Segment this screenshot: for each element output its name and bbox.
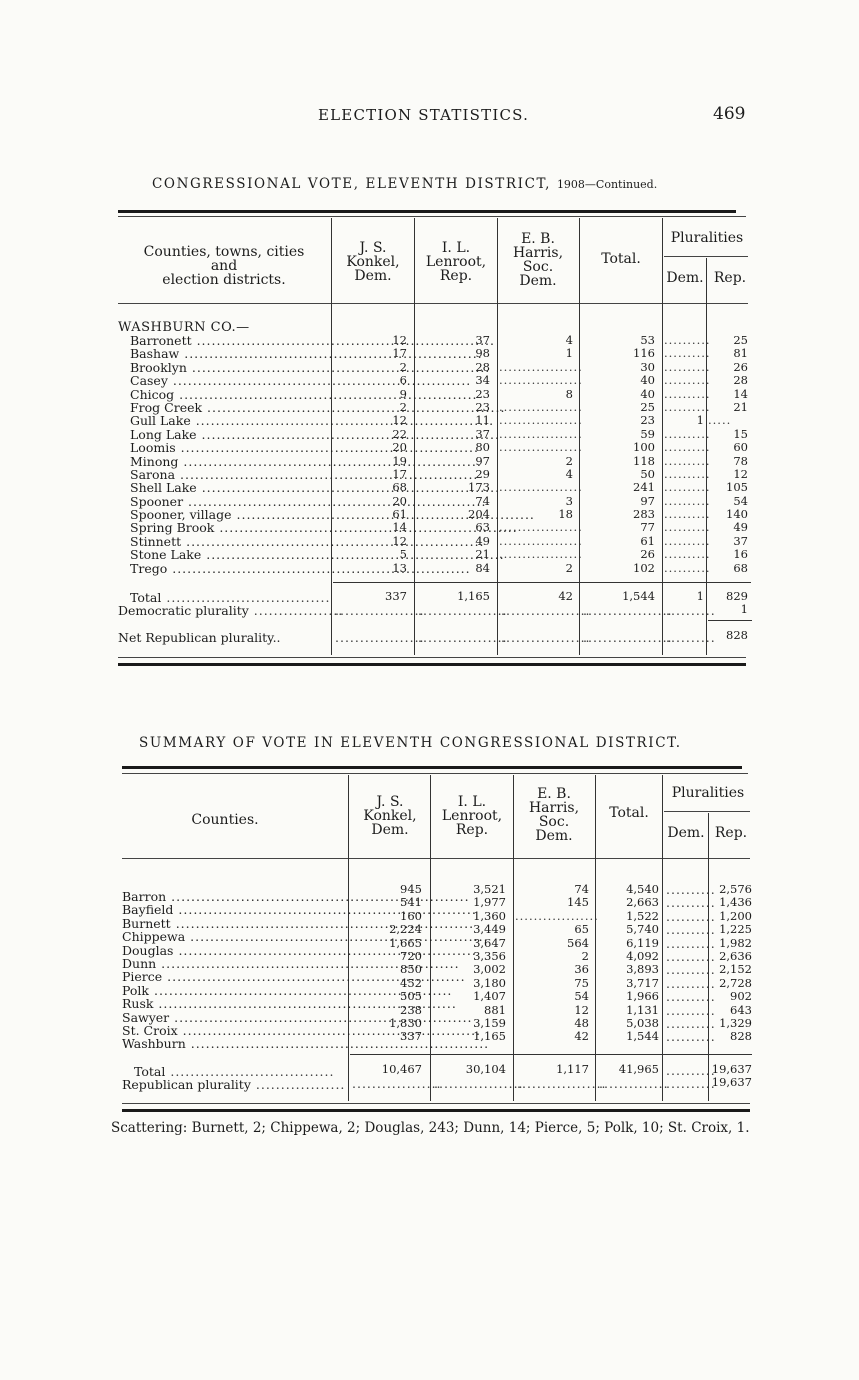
table2-dem-cell: ..........: [666, 895, 716, 911]
table1-dem-cell: ..........: [664, 560, 711, 575]
table1-konkel-cell: 5: [399, 547, 407, 562]
table1-lenroot-cell: 98: [475, 346, 490, 361]
table1-konkel-cell: 12: [392, 413, 407, 428]
table1-place-name: Frog Creek .....: [130, 401, 330, 414]
table1-total-column: [581, 334, 655, 575]
table2-rep-cell: 2,576: [719, 882, 752, 896]
table1-total-harris: 42: [558, 589, 573, 603]
table1-total-cell: 97: [640, 493, 655, 508]
table1-title-year: 1908—Continued.: [556, 178, 658, 191]
table1-lenroot-column: [416, 334, 490, 575]
table1-place-name: Sarona .....: [130, 468, 330, 481]
table2-lenroot-cell: 1,977: [473, 895, 506, 910]
table1-header-pluralities: Pluralities: [670, 230, 744, 246]
table1-bottom-rule: [118, 663, 746, 666]
table2-harris-column: [515, 882, 599, 1044]
table2-rep-plurality-label: Republican plurality ..................: [122, 1077, 346, 1092]
table2-konkel-cell: 238: [400, 1002, 422, 1017]
table2-total-rep: 19,637: [711, 1062, 752, 1076]
table2-total-cell: 1,966: [626, 989, 659, 1004]
table1-harris-cell: ..................: [499, 373, 583, 388]
table1-lenroot-cell: 97: [475, 453, 490, 468]
table1-net-rep-value: 828: [726, 628, 748, 642]
table2-konkel-cell: 1,665: [389, 935, 422, 950]
table2-harris-cell: 65: [574, 922, 589, 937]
table1-total-cell: 77: [640, 520, 655, 535]
table1-header-rule: [118, 303, 748, 304]
table2-lenroot-cell: 3,159: [473, 1015, 506, 1030]
table2-harris-cell: 75: [574, 975, 589, 990]
table2-total-cell: 3,893: [626, 962, 659, 977]
table1-place-name: Gull Lake .....: [130, 414, 330, 427]
table1-total-cell: 283: [633, 507, 655, 522]
table2-lenroot-column: [432, 883, 506, 1044]
table1-lenroot-cell: 37: [475, 333, 490, 347]
table1-total-cell: 100: [633, 440, 655, 455]
table2-rep-cell: 2,152: [719, 962, 752, 977]
table2-total-rule: [350, 1054, 752, 1055]
table2-total-cell: 4,540: [626, 882, 659, 896]
table2-total-label: Total .................................: [134, 1064, 335, 1079]
table1-total-konkel: 337: [385, 589, 407, 603]
table2-vline-3: [513, 775, 514, 1101]
table2-konkel-column: [350, 883, 422, 1044]
table2-header-rep: Rep.: [714, 825, 748, 841]
table1-rep-cell: 140: [726, 507, 748, 522]
table1-dem-cell: ..........: [664, 520, 711, 535]
table1-harris-cell: ..................: [499, 359, 583, 374]
table2-place-name: Burnett .....: [122, 917, 346, 930]
table1-place-name: Barronett .....: [130, 334, 330, 347]
table1-konkel-cell: 12: [392, 333, 407, 347]
table1-dem-cell: ..........: [664, 533, 711, 548]
table2-harris-cell: 145: [567, 895, 589, 910]
table1-harris-column: [499, 333, 583, 575]
table2-lenroot-cell: 3,180: [473, 975, 506, 990]
county-heading: WASHBURN CO.—: [118, 320, 250, 335]
table2-rep-cell: 828: [730, 1029, 752, 1044]
table1-lenroot-cell: 74: [475, 493, 490, 508]
table1-lenroot-cell: 37: [475, 426, 490, 441]
table1-rep-cell: 37: [733, 533, 748, 548]
table1-konkel-cell: 9: [399, 386, 407, 401]
table1-rep-cell: 28: [733, 373, 748, 388]
table2-lenroot-cell: 3,521: [473, 882, 506, 896]
table1-dem-cell: ..........: [664, 399, 711, 414]
table1-place-name: Spring Brook .....: [130, 521, 330, 534]
table2-total-cell: 5,038: [626, 1015, 659, 1030]
table1-dem-cell: ..........: [664, 440, 711, 455]
table1-title: CONGRESSIONAL VOTE, ELEVENTH DISTRICT, 1908—Continued.: [152, 176, 658, 192]
table2-total-konkel: 10,467: [381, 1062, 422, 1076]
table2-total-cell: 1,544: [626, 1029, 659, 1044]
table1-total-cell: 23: [640, 413, 655, 428]
page-number: 469: [713, 104, 746, 124]
table1-konkel-cell: 17: [392, 466, 407, 481]
table1-place-name: Trego .....: [130, 562, 330, 575]
table2-place-name: Sawyer .....: [122, 1011, 346, 1024]
table1-place-name: Stinnett .....: [130, 535, 330, 548]
table1-harris-cell: 8: [565, 386, 573, 401]
table1-harris-cell: 18: [558, 507, 573, 522]
table2-dem-cell: ..........: [666, 1015, 716, 1031]
table1-header-rep: Rep.: [713, 270, 747, 286]
table1-total-total: 1,544: [622, 589, 655, 603]
table2-dem-cell: ..........: [666, 948, 716, 964]
table2-rep-cell: 1,982: [719, 935, 752, 950]
table2-place-name: Bayfield .....: [122, 903, 346, 916]
table2-rep-cell: 643: [730, 1002, 752, 1017]
table1-dem-cell: ..........: [664, 493, 711, 508]
table2-dem-cell: ..........: [666, 1029, 716, 1045]
table2-header-lenroot: I. L. Lenroot, Rep.: [441, 794, 503, 838]
table1-dem-cell: ..........: [664, 480, 711, 495]
table1-total-cell: 102: [633, 560, 655, 575]
table1-dem-cell: ..........: [664, 426, 711, 441]
table1-konkel-cell: 22: [392, 426, 407, 441]
table1-place-name: Chicog .....: [130, 388, 330, 401]
table1-rep-cell: 14: [733, 386, 748, 401]
table2-konkel-cell: 1,830: [389, 1015, 422, 1030]
table1-harris-cell: 4: [565, 333, 573, 347]
table2-harris-cell: 12: [574, 1002, 589, 1017]
table2-total-harris: 1,117: [556, 1062, 589, 1076]
table1-place-name: Spooner .....: [130, 495, 330, 508]
table1-dem-cell: ..........: [664, 466, 711, 481]
table2-konkel-cell: 850: [400, 962, 422, 977]
table2-names-column: [122, 890, 346, 1051]
table2-header-total: Total.: [609, 805, 649, 821]
table1-rep-cell: 26: [733, 359, 748, 374]
table2-dem-cell: ..........: [666, 882, 716, 897]
table2-konkel-cell: 452: [400, 975, 422, 990]
table2-total-cell: 1,522: [626, 908, 659, 923]
table1-header-lenroot: I. L. Lenroot, Rep.: [425, 240, 487, 284]
table1-place-name: Stone Lake .....: [130, 548, 330, 561]
table2-konkel-cell: 2,224: [389, 922, 422, 937]
table2-harris-cell: 564: [567, 935, 589, 950]
table1-pluralities-rule: [664, 256, 748, 257]
table1-lenroot-cell: 204: [468, 507, 490, 522]
table1-rep-cell: 12: [733, 466, 748, 481]
table1-lenroot-cell: 21: [475, 547, 490, 562]
table1-bottom-rule-thin: [118, 657, 746, 658]
table2-konkel-cell: 945: [400, 882, 422, 896]
table1-dem-cell: ..........: [664, 453, 711, 468]
table1-lenroot-cell: 34: [475, 373, 490, 388]
table1-total-cell: 53: [640, 333, 655, 347]
table2-dem-cell: ..........: [666, 975, 716, 991]
table1-place-name: Casey .....: [130, 374, 330, 387]
table1-header-total: Total.: [601, 251, 641, 267]
table1-konkel-cell: 20: [392, 440, 407, 455]
table1-place-name: Long Lake .....: [130, 428, 330, 441]
table2-rep-cell: 1,225: [719, 922, 752, 937]
scattering-note: Scattering: Burnett, 2; Chippewa, 2; Douglas, 243; Dunn, 14; Pierce, 5; Polk, 10; St. Croix, 1.: [111, 1120, 750, 1136]
table1-header-harris: E. B. Harris, Soc. Dem.: [512, 231, 564, 289]
table1-header-dem: Dem.: [666, 270, 704, 286]
table2-total-cell: 5,740: [626, 922, 659, 937]
table2-pluralities-rule: [664, 811, 750, 812]
table2-header-rule: [122, 858, 750, 859]
table1-konkel-cell: 61: [392, 507, 407, 522]
table2-lenroot-cell: 3,356: [473, 948, 506, 963]
table1-harris-cell: ..................: [499, 480, 583, 495]
table1-rep-cell: 25: [733, 333, 748, 347]
table1-place-name: Loomis .....: [130, 441, 330, 454]
table2-harris-cell: 48: [574, 1015, 589, 1030]
table1-total-cell: 61: [640, 533, 655, 548]
table1-harris-cell: 4: [565, 466, 573, 481]
table2-header-dem: Dem.: [667, 825, 705, 841]
table1-harris-cell: 2: [565, 453, 573, 468]
table1-rep-cell: 60: [733, 440, 748, 455]
table1-lenroot-cell: 84: [475, 560, 490, 575]
table2-total-cell: 3,717: [626, 975, 659, 990]
table2-harris-cell: 36: [574, 962, 589, 977]
table1-lenroot-cell: 49: [475, 533, 490, 548]
table1-lenroot-cell: 23: [475, 399, 490, 414]
table2-harris-cell: 54: [574, 989, 589, 1004]
table2-konkel-cell: 720: [400, 948, 422, 963]
table1-net-rep-label: Net Republican plurality..: [118, 630, 281, 645]
table2-vline-5: [662, 775, 663, 1101]
table1-lenroot-cell: 80: [475, 440, 490, 455]
table2-rep-cell: 2,636: [719, 948, 752, 963]
table2-total-lenroot: 30,104: [465, 1062, 506, 1076]
table1-rep-cell: 68: [733, 560, 748, 575]
table2-place-name: Polk .....: [122, 984, 346, 997]
table2-total-cell: 6,119: [626, 935, 659, 950]
table2-header-konkel: J. S. Konkel, Dem.: [363, 794, 417, 838]
table1-rep-cell: 81: [733, 346, 748, 361]
table2-harris-cell: ..................: [515, 908, 599, 923]
table2-total-column: [597, 883, 659, 1044]
table1-rep-cell: 54: [733, 493, 748, 508]
table2-rep-cell: 902: [730, 989, 752, 1004]
table2-place-name: Douglas .....: [122, 944, 346, 957]
table2-total-cell: 1,131: [626, 1002, 659, 1017]
table2-place-name: Pierce .....: [122, 970, 346, 983]
table1-total-rule: [333, 582, 751, 583]
table1-konkel-cell: 12: [392, 533, 407, 548]
table1-konkel-cell: 2: [399, 359, 407, 374]
table1-place-name: Spooner, village .....: [130, 508, 330, 521]
table2-bottom-rule-thin: [122, 1103, 750, 1104]
table1-lenroot-cell: 29: [475, 466, 490, 481]
table1-konkel-column: [333, 334, 407, 575]
table2-vline-4: [595, 775, 596, 1101]
table1-konkel-cell: 19: [392, 453, 407, 468]
table2-harris-cell: 2: [581, 948, 589, 963]
table1-lenroot-cell: 63: [475, 520, 490, 535]
table1-total-cell: 30: [640, 359, 655, 374]
table2-total-cell: 2,663: [626, 895, 659, 910]
table2-place-name: Dunn .....: [122, 957, 346, 970]
table1-total-lenroot: 1,165: [457, 589, 490, 603]
table2-konkel-cell: 160: [400, 908, 422, 923]
table1-harris-cell: 3: [565, 493, 573, 508]
table1-total-label: Total .................................: [130, 590, 331, 605]
table1-harris-cell: ..................: [499, 533, 583, 548]
table2-dem-cell: ..........: [666, 908, 716, 924]
table1-place-name: Minong .....: [130, 455, 330, 468]
table1-total-rep: 829: [726, 589, 748, 603]
table2-rep-cell: 1,436: [719, 895, 752, 910]
table2-bottom-rule: [122, 1109, 750, 1112]
table1-total-cell: 40: [640, 373, 655, 388]
table1-harris-cell: 1: [565, 346, 573, 361]
table2-harris-cell: 74: [574, 882, 589, 896]
table2-rep-cell: 2,728: [719, 975, 752, 990]
table2-dem-cell: ..........: [666, 922, 716, 938]
table1-total-dem: 1: [696, 589, 704, 603]
table2-rep-plurality-value: 19,637: [711, 1075, 752, 1089]
table2-dem-column: [666, 882, 716, 1045]
table2-header-pluralities: Pluralities: [671, 785, 745, 801]
table1-total-cell: 26: [640, 547, 655, 562]
table1-dem-plurality-label: Democratic plurality ..................: [118, 603, 344, 618]
table1-harris-cell: 2: [565, 560, 573, 575]
table1-dem-cell: ..........: [664, 346, 711, 361]
table2-dem-cell: ..........: [666, 989, 716, 1005]
table1-total-cell: 25: [640, 399, 655, 414]
table2-rep-cell: 1,329: [719, 1015, 752, 1030]
table1-rep-cell: 21: [733, 399, 748, 414]
table1-rep-cell: 15: [733, 426, 748, 441]
table2-dem-cell: ..........: [666, 962, 716, 978]
table2-lenroot-cell: 881: [484, 1002, 506, 1017]
table1-place-name: Brooklyn .....: [130, 361, 330, 374]
table1-dem-plurality-rep: 1: [740, 602, 748, 616]
table1-dem-column: [664, 333, 711, 575]
table1-rep-cell: 78: [733, 453, 748, 468]
table2-lenroot-cell: 1,165: [473, 1029, 506, 1044]
table1-harris-cell: ..................: [499, 520, 583, 535]
table1-konkel-cell: 6: [399, 373, 407, 388]
table1-dem-cell: ..........: [664, 373, 711, 388]
table1-harris-cell: ..................: [499, 426, 583, 441]
table2-top-rule: [122, 766, 742, 769]
table1-rep-cell: 49: [733, 520, 748, 535]
table2-total-total: 41,965: [618, 1062, 659, 1076]
table2-header-harris: E. B. Harris, Soc. Dem.: [528, 786, 580, 844]
table1-konkel-cell: 20: [392, 493, 407, 508]
table1-total-cell: 59: [640, 426, 655, 441]
table1-header-konkel: J. S. Konkel, Dem.: [346, 240, 400, 284]
table1-dem-cell: 1: [696, 413, 704, 428]
table1-konkel-cell: 17: [392, 346, 407, 361]
table1-names-column: [130, 334, 330, 575]
table1-top-rule: [118, 210, 736, 213]
table1-lenroot-cell: 23: [475, 386, 490, 401]
table1-konkel-cell: 13: [392, 560, 407, 575]
table1-place-name: Shell Lake .....: [130, 481, 330, 494]
table2-konkel-cell: 505: [400, 989, 422, 1004]
table2-header-place: Counties.: [191, 812, 259, 828]
table2-place-name: Chippewa .....: [122, 930, 346, 943]
table1-dem-cell: ..........: [664, 359, 711, 374]
table2-total-cell: 4,092: [626, 948, 659, 963]
table2-top-rule-thin: [122, 773, 748, 774]
table1-konkel-cell: 2: [399, 399, 407, 414]
table2-lenroot-cell: 1,360: [473, 908, 506, 923]
table1-rep-cell: 16: [733, 547, 748, 562]
table1-net-rule: [708, 620, 752, 621]
table1-total-cell: 40: [640, 386, 655, 401]
table2-place-name: St. Croix .....: [122, 1024, 346, 1037]
page-header-title: ELECTION STATISTICS.: [318, 106, 530, 124]
table1-dem-cell: ..........: [664, 547, 711, 562]
table2-place-name: Washburn .....: [122, 1037, 346, 1050]
table1-total-cell: 50: [640, 466, 655, 481]
table1-total-cell: 118: [633, 453, 655, 468]
table1-place-name: Bashaw .....: [130, 347, 330, 360]
table1-rep-cell: .....: [708, 413, 732, 428]
table1-lenroot-cell: 28: [475, 359, 490, 374]
table2-dem-cell: ..........: [666, 1002, 716, 1018]
table1-vline-5: [662, 218, 663, 655]
table1-lenroot-cell: 11: [475, 413, 490, 428]
table2-lenroot-cell: 1,407: [473, 989, 506, 1004]
table1-konkel-cell: 14: [392, 520, 407, 535]
table2-rep-cell: 1,200: [719, 908, 752, 923]
table2-title: SUMMARY OF VOTE IN ELEVENTH CONGRESSIONAL DISTRICT.: [139, 735, 682, 751]
table1-total-cell: 116: [633, 346, 655, 361]
table1-konkel-cell: 68: [392, 480, 407, 495]
table1-total-cell: 241: [633, 480, 655, 495]
table1-rep-column: [708, 334, 748, 575]
table1-harris-cell: ..................: [499, 399, 583, 414]
table1-harris-cell: ..................: [499, 413, 583, 428]
table2-konkel-cell: 337: [400, 1029, 422, 1044]
table2-dem-cell: ..........: [666, 935, 716, 951]
table2-place-name: Barron .....: [122, 890, 346, 903]
table1-lenroot-cell: 173: [468, 480, 490, 495]
table2-rep-column: [710, 883, 752, 1044]
table1-dem-cell: ..........: [664, 386, 711, 401]
table2-lenroot-cell: 3,449: [473, 922, 506, 937]
table2-lenroot-cell: 3,647: [473, 935, 506, 950]
table1-dem-cell: ..........: [664, 507, 711, 522]
table1-header-place: Counties, towns, cities and election districts.: [143, 244, 305, 288]
table1-harris-cell: ..................: [499, 547, 583, 562]
table2-konkel-cell: 541: [400, 895, 422, 910]
table2-harris-cell: 42: [574, 1029, 589, 1044]
table2-lenroot-cell: 3,002: [473, 962, 506, 977]
table1-rep-cell: 105: [726, 480, 748, 495]
table2-place-name: Rusk .....: [122, 997, 346, 1010]
table1-top-rule-thin: [118, 216, 746, 217]
table1-harris-cell: ..................: [499, 440, 583, 455]
table1-dem-cell: ..........: [664, 333, 711, 347]
